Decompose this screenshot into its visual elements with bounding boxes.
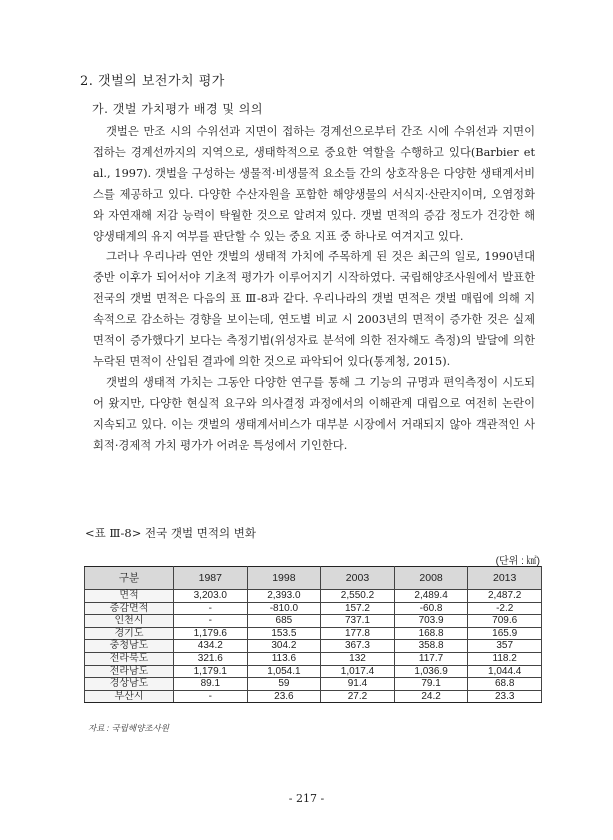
row-label: 증감면적 [85,602,174,615]
column-header: 2013 [468,567,542,590]
table-cell: 23.3 [468,690,542,703]
column-header: 구분 [85,567,174,590]
row-label: 전라북도 [85,652,174,665]
row-label: 부산시 [85,690,174,703]
table-cell: - [174,602,248,615]
table-cell: 177.8 [321,627,395,640]
table-cell: - [174,615,248,628]
page-number: - 217 - [288,792,325,805]
row-label: 경기도 [85,627,174,640]
paragraph: 갯벌은 만조 시의 수위선과 지면이 접하는 경계선으로부터 간조 시에 수위선과 지면이 접하는 경계선까지의 지역으로, 생태학적으로 중요한 역할을 수행하고 있다(Barbier et al., 1997). 갯벌을 구성하는 생물적·비생물적 요소들 간의 상호작용은 다양한 생태계서비스를 제공하고 있다. 다양한 수산자원을 포함한 해양생물의 서식지·산란지이며, 오염정화와 자연재해 저감 능력이 탁월한 것으로 알려져 있다. 갯벌 면적의 증감 정도가 건강한 해양생태계의 유지 여부를 판단할 수 있는 중요 지표 중 하나로 여겨지고 있다. [93,125,535,243]
table-cell: 1,017.4 [321,665,395,678]
row-label: 전라남도 [85,665,174,678]
column-header: 1987 [174,567,248,590]
table-source: 자료 : 국립해양조사원 [88,723,169,733]
table-row [85,590,542,603]
table-cell: -810.0 [247,602,321,615]
table-cell: 23.6 [247,690,321,703]
table-row [85,627,542,640]
table-cell: 153.5 [247,627,321,640]
table-cell: 1,036.9 [394,665,468,678]
table-cell: 157.2 [321,602,395,615]
table-row [85,665,542,678]
paragraph: 그러나 우리나라 연안 갯벌의 생태적 가치에 주목하게 된 것은 최근의 일로, 1990년대 중반 이후가 되어서야 기초적 평가가 이루어지기 시작하였다. 국립해양조사원에서 발표한 전국의 갯벌 면적은 다음의 표 Ⅲ-8과 같다. 우리나라의 갯벌 면적은 갯벌 매립에 의해 지속적으로 감소하는 경향을 보이는데, 연도별 비교 시 2003년의 면적이 증가한 것은 실제 면적이 증가했다기 보다는 측정기법(위성자료 분석에 의한 전자해도 측정)의 발달에 의한 누락된 면적이 산입된 결과에 의한 것으로 파악되어 있다(통계청, 2015). [93,250,535,368]
subsection-title: 가. 갯벌 가치평가 배경 및 의의 [92,102,263,116]
table-cell: 358.8 [394,640,468,653]
tidal-flat-area-table [84,566,542,703]
table-row [85,652,542,665]
table-cell: 24.2 [394,690,468,703]
table-cell: 1,044.4 [468,665,542,678]
table-cell: - [174,690,248,703]
table-cell: 132 [321,652,395,665]
section-title: 2. 갯벌의 보전가치 평가 [80,74,225,89]
table-cell: 27.2 [321,690,395,703]
table-cell: -60.8 [394,602,468,615]
table-cell: 1,179.1 [174,665,248,678]
table-unit: (단위 : ㎢) [495,556,540,567]
table-cell: 709.6 [468,615,542,628]
row-label: 인천시 [85,615,174,628]
table-cell: 117.7 [394,652,468,665]
table-cell: 2,487.2 [468,590,542,603]
table-cell: 3,203.0 [174,590,248,603]
table-cell: 59 [247,678,321,691]
table-cell: 703.9 [394,615,468,628]
table-cell: 357 [468,640,542,653]
table-row [85,602,542,615]
table-cell: 2,550.2 [321,590,395,603]
table-cell: 321.6 [174,652,248,665]
table-cell: 165.9 [468,627,542,640]
column-header: 2003 [321,567,395,590]
row-label: 면적 [85,590,174,603]
table-cell: 113.6 [247,652,321,665]
table-row [85,690,542,703]
row-label: 경상남도 [85,678,174,691]
table-row [85,640,542,653]
table-cell: 1,054.1 [247,665,321,678]
table-cell: 685 [247,615,321,628]
table-header-row [85,567,542,590]
table-cell: 79.1 [394,678,468,691]
table-cell: 304.2 [247,640,321,653]
column-header: 1998 [247,567,321,590]
table-cell: 91.4 [321,678,395,691]
table-cell: 2,489.4 [394,590,468,603]
table-cell: 737.1 [321,615,395,628]
table-cell: 168.8 [394,627,468,640]
table-cell: 68.8 [468,678,542,691]
table-cell: 1,179.6 [174,627,248,640]
table-cell: 118.2 [468,652,542,665]
table-row [85,678,542,691]
table-row [85,615,542,628]
table-cell: 89.1 [174,678,248,691]
table-cell: 367.3 [321,640,395,653]
row-label: 충청남도 [85,640,174,653]
table-cell: -2.2 [468,602,542,615]
table-cell: 434.2 [174,640,248,653]
table-cell: 2,393.0 [247,590,321,603]
body-text [93,122,535,457]
column-header: 2008 [394,567,468,590]
paragraph: 갯벌의 생태적 가치는 그동안 다양한 연구를 통해 그 기능의 규명과 편익측정이 시도되어 왔지만, 다양한 현실적 요구와 의사결정 과정에서의 이해관계 대립으로 여전히 논란이 지속되고 있다. 이는 갯벌의 생태계서비스가 대부분 시장에서 거래되지 않아 객관적인 사회적·경제적 가치 평가가 어려운 특성에서 기인한다. [93,375,535,452]
table-caption: <표 Ⅲ-8> 전국 갯벌 면적의 변화 [85,526,256,540]
